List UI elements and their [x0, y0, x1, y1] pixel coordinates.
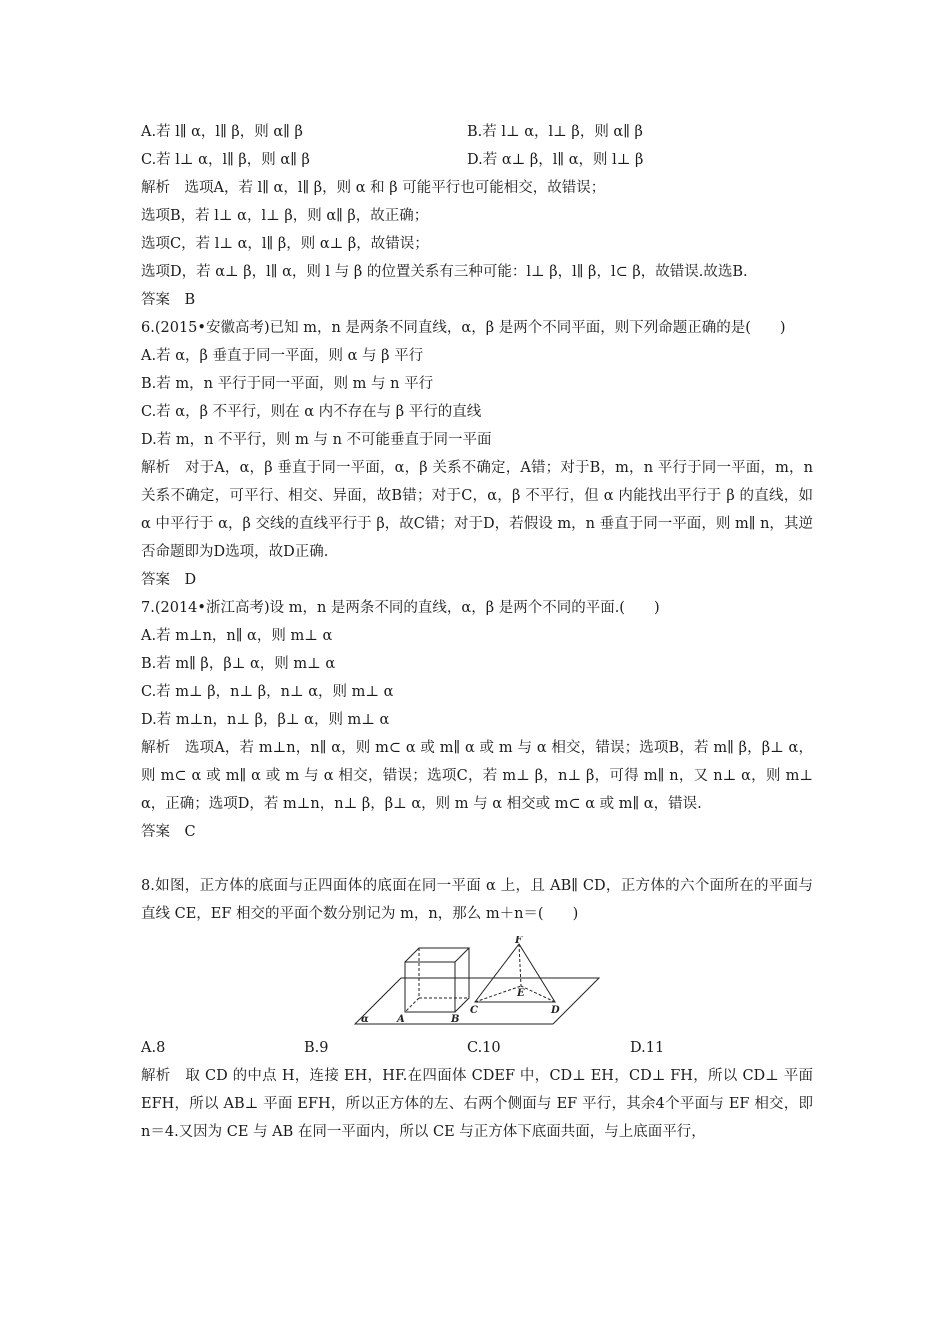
q7-stem: 7.(2014•浙江高考)设 m，n 是两条不同的直线，α，β 是两个不同的平面.( ): [141, 600, 660, 616]
tetrahedron-edge-fe: [519, 944, 521, 986]
q7-analysis: 解析 选项A，若 m⊥n，n∥ α，则 m⊂ α 或 m∥ α 或 m 与 α 相交，错误；选项B，若 m∥ β，β⊥ α，则 m⊂ α 或 m∥ α 或 m 与 α 相交，错误；选项C，若 m⊥ β，n⊥ β，可得 m∥ n，又 n⊥ α，则 m⊥ α，正确；选项D，若 m⊥n，n⊥ β，β⊥ α，则 m 与 α 相交或 m⊂ α 或 m∥ α，错误.: [141, 740, 813, 812]
q5-option-a: A.若 l∥ α，l∥ β，则 α∥ β: [141, 124, 303, 140]
q7-option-d: D.若 m⊥n，n⊥ β，β⊥ α，则 m⊥ α: [141, 712, 390, 728]
q5-option-d: D.若 α⊥ β，l∥ α，则 l⊥ β: [467, 152, 644, 168]
q7-answer: 答案 C: [141, 824, 196, 840]
label-e: E: [517, 988, 525, 999]
cube-hidden-edge: [405, 998, 419, 1012]
label-c: C: [470, 1005, 478, 1016]
q7-option-a: A.若 m⊥n，n∥ α，则 m⊥ α: [141, 628, 333, 644]
q7-option-b: B.若 m∥ β，β⊥ α，则 m⊥ α: [141, 656, 336, 672]
q8-option-b: B.9: [304, 1040, 329, 1056]
q6-analysis: 解析 对于A，α，β 垂直于同一平面，α，β 关系不确定，A错；对于B，m，n 平行于同一平面，m，n 关系不确定，可平行、相交、异面，故B错；对于C，α，β 不平行，但 α 内能找出平行于 β 的直线，如 α 中平行于 α，β 交线的直线平行于 β，故C错；对于D，若假设 m，n 垂直于同一平面，则 m∥ n，其逆否命题即为D选项，故D正确.: [141, 460, 813, 560]
q6-option-c: C.若 α，β 不平行，则在 α 内不存在与 β 平行的直线: [141, 404, 482, 420]
label-d: D: [551, 1005, 560, 1016]
tetrahedron-edge-ce: [475, 986, 521, 1002]
q5-analysis-line: 选项C，若 l⊥ α，l∥ β，则 α⊥ β，故错误；: [141, 236, 429, 252]
q8-option-a: A.8: [141, 1040, 166, 1056]
cube-front-face: [405, 962, 455, 1012]
label-alpha: α: [361, 1014, 369, 1025]
q5-analysis-line: 选项B，若 l⊥ α，l⊥ β，则 α∥ β，故正确；: [141, 208, 429, 224]
q8-options: [141, 1034, 813, 1062]
q5-options-row-2: [141, 146, 813, 174]
q8-option-d: D.11: [630, 1040, 665, 1056]
label-a: A: [397, 1014, 405, 1025]
q6-option-b: B.若 m，n 平行于同一平面，则 m 与 n 平行: [141, 376, 434, 392]
section-gap: [141, 846, 813, 872]
label-f: F: [515, 936, 523, 946]
q8-analysis: 解析 取 CD 的中点 H，连接 EH，HF.在四面体 CDEF 中，CD⊥ EH，CD⊥ FH，所以 CD⊥ 平面 EFH，所以 AB⊥ 平面 EFH，所以正方体的左、右两个侧面与 EF 平行，其余4个平面与 EF 相交，即 n＝4.又因为 CE 与 AB 在同一平面内，所以 CE 与正方体下底面共面，与上底面平行，: [141, 1068, 813, 1140]
cube-right-edges: [455, 948, 469, 1012]
q6-option-a: A.若 α，β 垂直于同一平面，则 α 与 β 平行: [141, 348, 424, 364]
q5-answer: 答案 B: [141, 292, 196, 308]
q5-analysis-line: 解析 选项A，若 l∥ α，l∥ β，则 α 和 β 可能平行也可能相交，故错误；: [141, 180, 606, 196]
label-b: B: [451, 1014, 460, 1025]
q5-option-b: B.若 l⊥ α，l⊥ β，则 α∥ β: [467, 124, 643, 140]
tetrahedron-outline: [475, 944, 555, 1002]
q8-option-c: C.10: [467, 1040, 501, 1056]
q6-stem: 6.(2015•安徽高考)已知 m，n 是两条不同直线，α，β 是两个不同平面，则下列命题正确的是( ): [141, 320, 786, 336]
q7-option-c: C.若 m⊥ β，n⊥ β，n⊥ α，则 m⊥ α: [141, 684, 394, 700]
document-page: [141, 118, 813, 1146]
q5-option-c: C.若 l⊥ α，l∥ β，则 α∥ β: [141, 152, 310, 168]
q6-answer: 答案 D: [141, 572, 197, 588]
q5-analysis-line: 选项D，若 α⊥ β，l∥ α，则 l 与 β 的位置关系有三种可能：l⊥ β，l∥ β，l⊂ β，故错误.故选B.: [141, 264, 748, 280]
q5-options-row-1: [141, 118, 813, 146]
q8-figure-cube-tetrahedron: [353, 936, 601, 1028]
q8-stem: 8.如图，正方体的底面与正四面体的底面在同一平面 α 上，且 AB∥ CD，正方体的六个面所在的平面与直线 CE，EF 相交的平面个数分别记为 m，n，那么 m＋n＝( ): [141, 878, 813, 922]
cube-top-edges: [405, 948, 469, 962]
q6-option-d: D.若 m，n 不平行，则 m 与 n 不可能垂直于同一平面: [141, 432, 492, 448]
